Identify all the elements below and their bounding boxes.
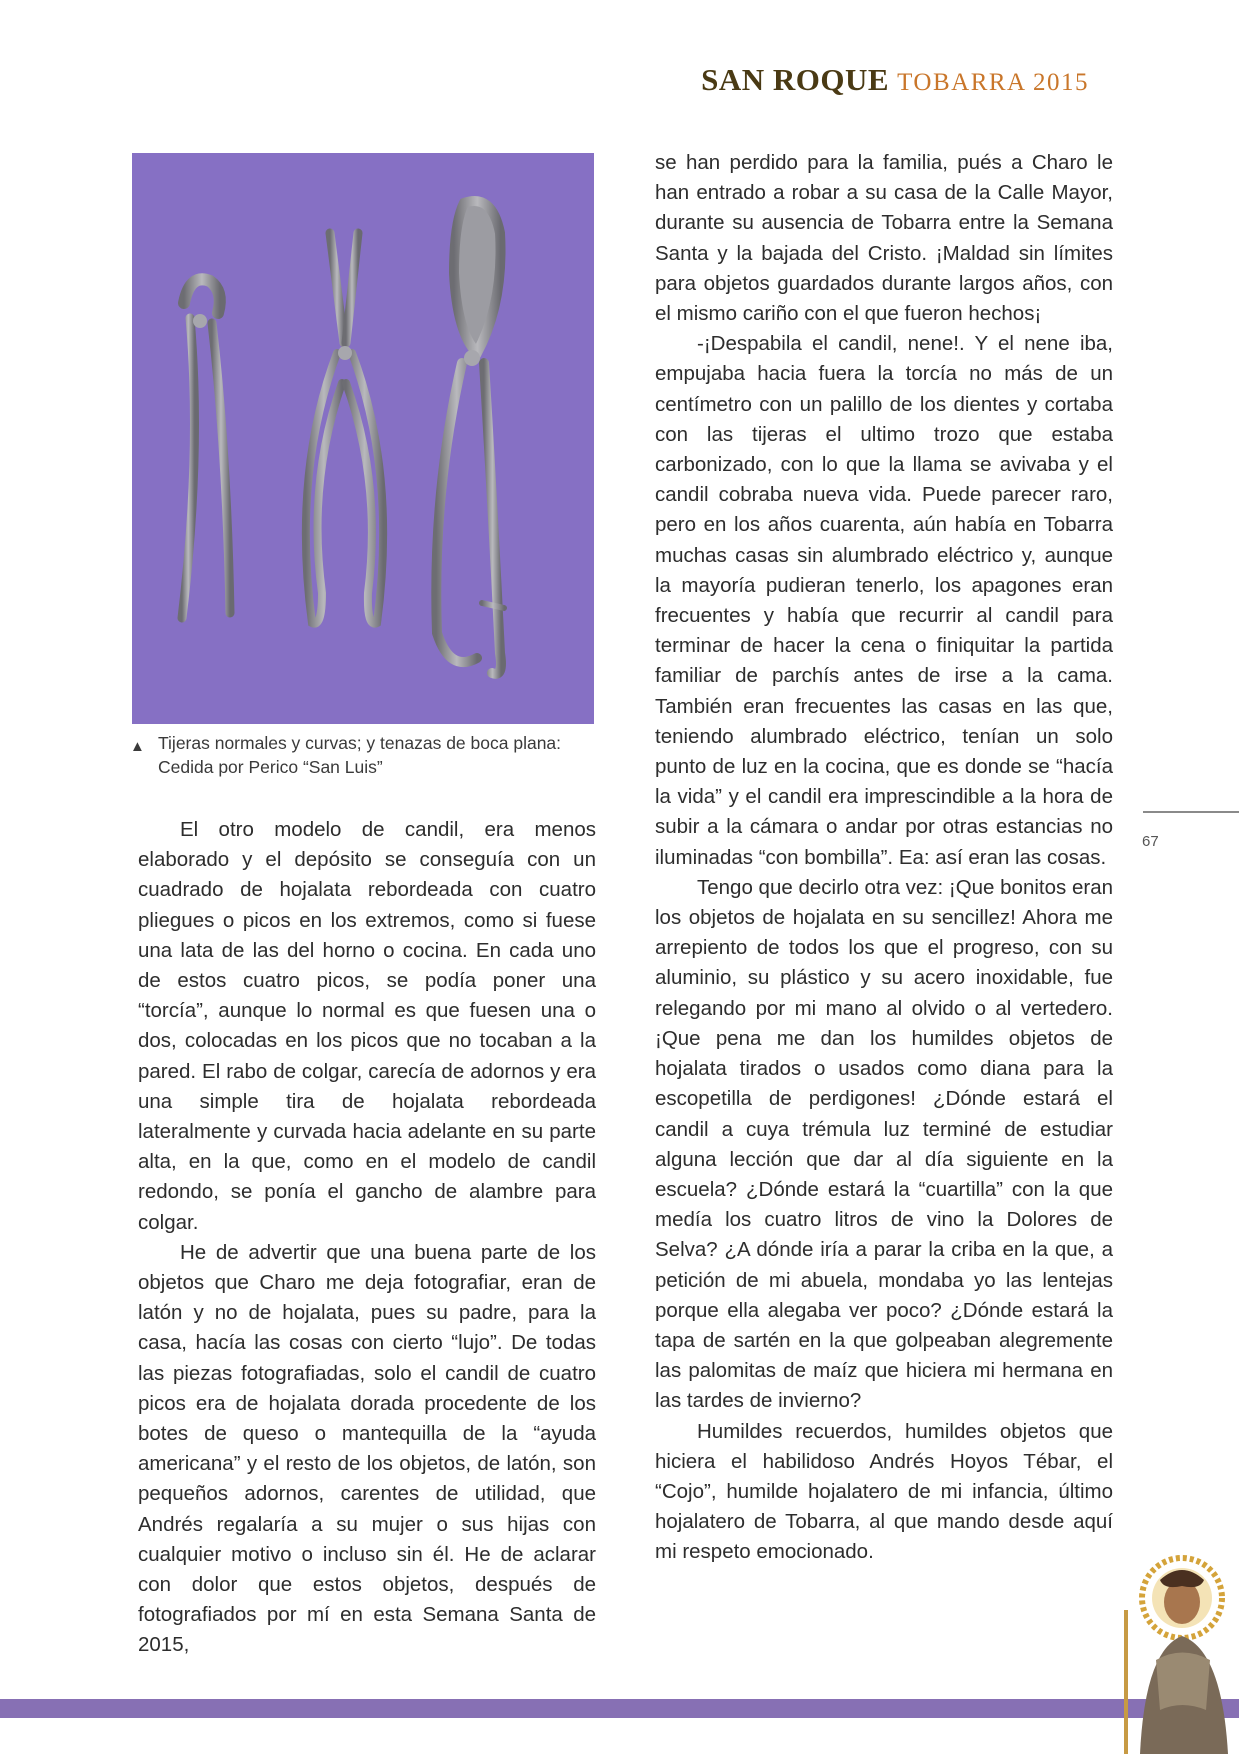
saint-statue-image: [1110, 1540, 1239, 1754]
scissors-illustration: [306, 233, 383, 624]
paragraph: se han perdido para la familia, pués a Charo le han entrado a robar a su casa de la Calle Mayor, durante su ausencia de Tobarra entre la Semana Santa y la bajada del Cristo. ¡Maldad sin límites para objetos guardados durante largos años, con el mismo cariño con el que fueron hechos¡: [655, 151, 1113, 326]
footer-band: [0, 1699, 1239, 1718]
page-number-rule: [1143, 811, 1239, 813]
magazine-title: SAN ROQUE: [701, 62, 890, 97]
tools-photo: [132, 153, 594, 724]
left-column: [138, 815, 596, 1661]
pincers-illustration: [182, 279, 230, 618]
paragraph: Tengo que decirlo otra vez: ¡Que bonitos eran los objetos de hojalata en su sencillez! Ahora me arrepiento de todos los que el progreso, con su aluminio, su plástico y su acero inoxidable, fue relegando por mi mano al olvido o al vertedero. ¡Que pena me dan los humildes objetos de hojalata tirados o usados como diana para la escopetilla de perdigones! ¿Dónde estará el candil a cuya trémula luz terminé de estudiar alguna lección que dar al día siguiente en la escuela? ¿Dónde estará la “cuartilla” con la que medía los cuatro litros de vino la Dolores de Selva? ¿A dónde iría a parar la criba en la que, a petición de mi abuela, mondaba yo las lentejas porque ella alegaba ver poco? ¿Dónde estará la tapa de sartén en la que golpeaban alegremente las palomitas de maíz que hiciera mi hermana en las tardes de invierno?: [655, 875, 1113, 1413]
paragraph: Humildes recuerdos, humildes objetos que hiciera el habilidoso Andrés Hoyos Tébar, el “Cojo”, humilde hojalatero de mi infancia, último hojalatero de Tobarra, al que mando desde aquí mi respeto emocionado.: [655, 1419, 1113, 1564]
paragraph: He de advertir que una buena parte de los objetos que Charo me deja fotografiar, eran de latón y no de hojalata, pues su padre, para la casa, hacía las cosas con cierto “lujo”. De todas las piezas fotografiadas, solo el candil de cuatro picos era de hojalata dorada procedente de los botes de queso o mantequilla de la “ayuda americana” y el resto de los objetos, de latón, son pequeños adornos, carentes de utilidad, que Andrés regalaría a su mujer o sus hijas con cualquier motivo o incluso sin él. He de aclarar con dolor que estos objetos, después de fotografiados por mí en esta Semana Santa de 2015,: [138, 1240, 596, 1657]
right-column: [655, 148, 1113, 1568]
page-number: 67: [1142, 833, 1159, 850]
caption-line: Tijeras normales y curvas; y tenazas de boca plana:: [158, 733, 562, 753]
photo-caption: [130, 731, 610, 779]
caption-line: Cedida por Perico “San Luis”: [158, 757, 383, 777]
triangle-marker-icon: ▲: [130, 738, 145, 755]
curved-shears-illustration: [436, 201, 504, 674]
paragraph: El otro modelo de candil, era menos elaborado y el depósito se conseguía con un cuadrado de hojalata rebordeada con cuatro pliegues o picos en los extremos, como si fuese una lata de las del horno o cocina. En cada uno de estos cuatro picos, se podía poner una “torcía”, aunque lo normal es que fuesen una o dos, colocadas en los picos que no tocaban a la pared. El rabo de colgar, carecía de adornos y era una simple tira de hojalata rebordeada lateralmente y curvada hacia adelante en su parte alta, en la que, como en el modelo de candil redondo, se ponía el gancho de alambre para colgar.: [138, 818, 596, 1234]
paragraph: -¡Despabila el candil, nene!. Y el nene iba, empujaba hacia fuera la torcía no más de un centímetro con un palillo de los dientes y cortaba con las tijeras el ultimo trozo que estaba carbonizado, con lo que la llama se avivaba y el candil cobraba nueva vida. Puede parecer raro, pero en los años cuarenta, aún había en Tobarra muchas casas sin alumbrado eléctrico y, aunque la mayoría pudieran tenerlo, los apagones eran frecuentes y había que recurrir al candil para terminar de hacer la cena o finiquitar la partida familiar de parchís antes de irse a la cama. También eran frecuentes las casas en las que, teniendo alumbrado eléctrico, tenían un solo punto de luz en la cocina, que es donde se “hacía la vida” y el candil era imprescindible a la hora de subir a la cámara o andar por otras estancias no iluminadas “con bombilla”. Ea: así eran las cosas.: [655, 332, 1113, 869]
running-header: [701, 62, 1089, 98]
magazine-subtitle: TOBARRA 2015: [897, 69, 1089, 96]
